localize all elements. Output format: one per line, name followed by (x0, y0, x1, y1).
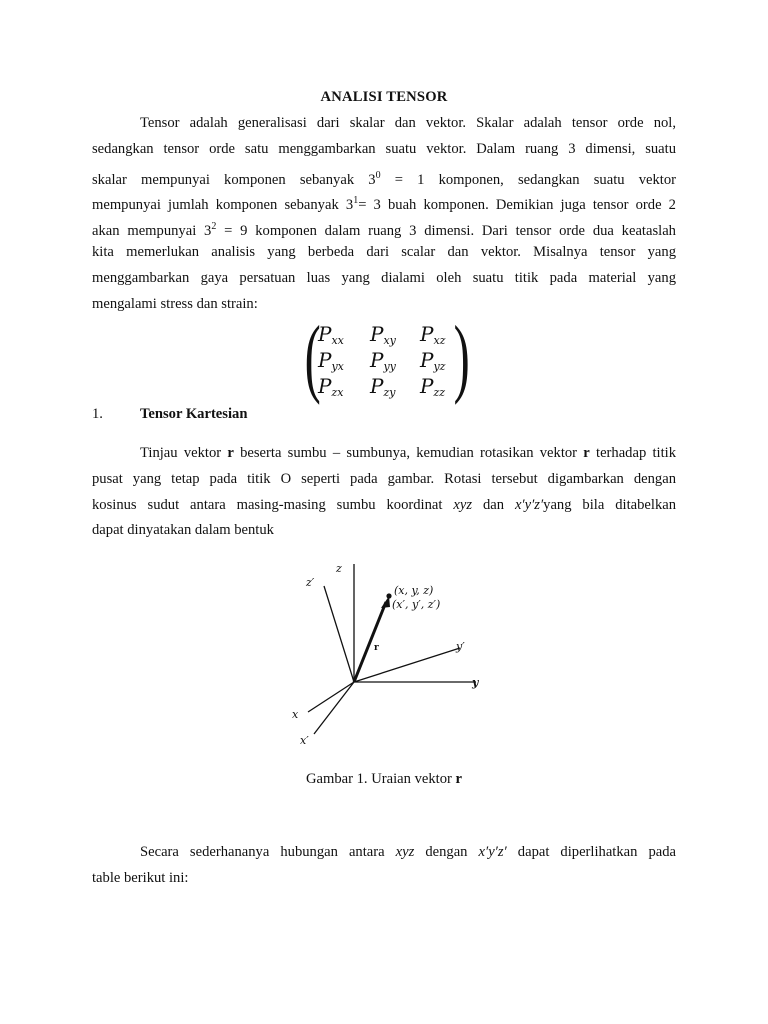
right-paren: ) (453, 309, 470, 406)
label-y: y (472, 676, 479, 689)
matrix-cell: $P_{yy}$ (370, 348, 396, 373)
z-prime-axis (324, 586, 354, 682)
label-z: z (336, 562, 342, 575)
axes-diagram (292, 560, 592, 750)
cartesian-paragraph (92, 441, 676, 544)
label-point-xyz: (x, y, z) (394, 584, 434, 597)
section-number: 1. (92, 406, 103, 422)
matrix-cell: $P_{xx}$ (318, 322, 344, 347)
matrix-cell: $P_{zx}$ (318, 374, 344, 399)
cartesian-line-2: pusat yang tetap pada titik O seperti pada gambar. Rotasi tersebut digambarkan dengan (92, 470, 676, 487)
relation-paragraph (92, 840, 676, 892)
matrix-cell: $P_{zz}$ (420, 374, 446, 399)
section-title: Tensor Kartesian (140, 406, 248, 422)
label-r: r (374, 643, 379, 653)
rotation-axes-figure (292, 560, 592, 750)
intro-line-2: sedangkan tensor orde satu menggambarkan suatu vektor. Dalam ruang 3 dimensi, suatu (92, 140, 676, 157)
intro-line-1: Tensor adalah generalisasi dari skalar dan vektor. Skalar adalah tensor orde nol, (140, 115, 676, 131)
cartesian-line-4: dapat dinyatakan dalam bentuk (92, 522, 274, 539)
stress-tensor-matrix (304, 309, 470, 406)
cartesian-line-3: kosinus sudut antara masing-masing sumbu koordinat xyz dan x′y′z′yang bila ditabelkan (92, 496, 677, 513)
matrix-cell: $P_{xz}$ (420, 322, 446, 347)
matrix-cell: $P_{yx}$ (318, 348, 344, 373)
matrix-cell: $P_{yz}$ (420, 348, 446, 373)
x-axis (308, 682, 354, 712)
relation-line-1: Secara sederhananya hubungan antara xyz dengan x′y′z′ dapat diperlihatkan pada (140, 844, 677, 860)
label-y-prime: y′ (456, 640, 465, 653)
intro-paragraph (92, 111, 676, 317)
intro-line-3: skalar mempunyai komponen sebanyak $3^0 = 1$ komponen, sedangkan suatu vektor (92, 169, 676, 188)
vector-endpoint (386, 593, 391, 598)
figure-caption: Gambar 1. Uraian vektor r (305, 771, 463, 787)
intro-line-5: akan mempunyai $3^2 = 9$ komponen dalam ruang 3 dimensi. Dari tensor orde dua keataslah (92, 221, 676, 240)
matrix-cell: $P_{xy}$ (370, 322, 396, 347)
intro-line-8: mengalami stress dan strain: (92, 295, 258, 312)
label-z-prime: z′ (306, 576, 315, 589)
intro-line-7: menggambarkan gaya persatuan luas yang dialami oleh suatu titik pada material yang (92, 269, 676, 286)
x-prime-axis (314, 682, 354, 734)
relation-line-2: table berikut ini: (92, 869, 189, 886)
page-title: ANALISI TENSOR (320, 89, 448, 105)
matrix-cell: $P_{zy}$ (370, 374, 396, 399)
label-x: x (292, 708, 299, 721)
intro-line-4: mempunyai jumlah komponen sebanyak $3^1= 3$ buah komponen. Demikian juga tensor orde 2 (92, 195, 676, 214)
label-point-xyz-prime: (x′, y′, z′) (392, 598, 441, 611)
label-x-prime: x′ (300, 734, 309, 747)
left-paren: ( (304, 309, 321, 406)
cartesian-line-1: Tinjau vektor r beserta sumbu – sumbunya, kemudian rotasikan vektor r terhadap titik (140, 445, 677, 461)
vector-r (354, 602, 386, 682)
intro-line-6: kita memerlukan analisis yang berbeda dari scalar dan vektor. Misalnya tensor yang (92, 243, 676, 260)
y-prime-axis (354, 648, 460, 682)
